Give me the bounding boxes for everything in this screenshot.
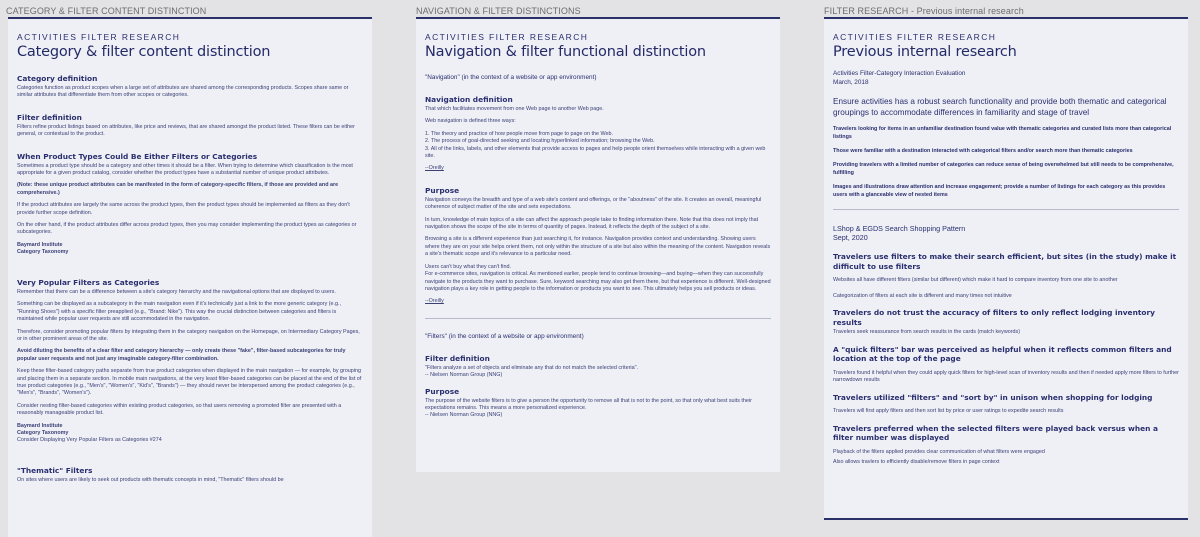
paragraph: Therefore, consider promoting popular filters by integrating them in the category navigation on the Homepage, on Intermediary Category Pages, or in other prominent areas of the site. xyxy=(17,328,360,342)
study-header xyxy=(833,224,1179,242)
definition-list xyxy=(425,131,771,161)
board-category-filter[interactable] xyxy=(8,17,372,537)
paragraph: If the product attributes are largely the same across the product types, then the product types should be implemented as filters as they don't provide further scope definition. xyxy=(17,202,350,216)
paragraph: On the other hand, if the product attributes differ across product types, then you may consider implementing the product types as categories or subcategories. xyxy=(17,222,357,236)
finding-heading: Travelers do not trust the accuracy of filters to only reflect lodging inventory results xyxy=(833,308,1155,327)
finding: Those were familiar with a destination interacted with categorical filters and/or search more than thematic categories xyxy=(833,148,1133,154)
paragraph: Something can be displayed as a subcategory in the main navigation even if it's technically just a link to the more generic category (e.g., "Running Shoes") with a specific filter preapplied (e.g., "Brand: Nike"). This way the crucial distinction between categories and filters is maintained while popular user requests are still accommodated in the navigation. xyxy=(17,301,342,323)
study-title: LShop & EGDS Search Shopping Pattern xyxy=(833,224,966,234)
board-bottom-border xyxy=(824,518,1188,520)
finding: Images and illustrations draw attention and increase engagement; provide a number of listings for each category as this provides users with a glanceable view of nested items xyxy=(833,184,1166,198)
section-heading: "Thematic" Filters xyxy=(17,465,93,475)
study-date: Sept, 2020 xyxy=(833,233,868,243)
frame-label-navigation-filter[interactable]: NAVIGATION & FILTER DISTINCTIONS xyxy=(416,6,581,16)
finding-heading: A "quick filters" bar was perceived as helpful when it reflects common filters and location at the top of the page xyxy=(833,344,1172,364)
section-heading: When Product Types Could Be Either Filters or Categories xyxy=(17,151,258,161)
kicker: ACTIVITIES FILTER RESEARCH xyxy=(425,32,589,42)
section-heading: Filter definition xyxy=(17,112,82,122)
source-text: -- Nielsen Norman Group (NNG) xyxy=(425,371,503,378)
list-item: 3. All of the links, labels, and other elements that provide access to pages and help people orient themselves while interacting with a given web site. xyxy=(425,145,766,160)
paragraph: Also allows travlers to efficiently disable/remove filters in page context xyxy=(833,459,1000,466)
study-header xyxy=(833,70,1179,87)
source-link[interactable]: --Oreilly xyxy=(425,298,444,305)
section-heading: Purpose xyxy=(425,185,460,195)
finding-heading: Travelers utilized "filters" and "sort by" in unison when shopping for lodging xyxy=(833,392,1153,402)
paragraph: Browsing a site is a different experience than just searching it, for instance. Navigation provides context and understanding. Showing users where they are on your site helps orient them, not only within the structure of a site but also within the meaning of the content. Navigation reveals a site's thematic scope and it's relevance to a particular need. xyxy=(425,236,771,258)
paragraph: Avoid diluting the benefits of a clear filter and category hierarchy — only create these "fake", filter-based subcategories for truly popular user requests and not just any imaginable category-filter combination. xyxy=(17,348,346,362)
paragraph: Categories function as product scopes when a large set of attributes are shared among the corresponding products. Scopes share same or similar attributes that differentiate them from other scopes or categories. xyxy=(17,85,349,99)
citation-title: Category Taxonomy xyxy=(17,248,69,255)
citation-title: Category Taxonomy xyxy=(17,429,69,436)
finding-heading: Travelers use filters to make their search efficient, but sites (in the study) make it difficult to use filters xyxy=(833,252,1177,271)
paragraph: Travelers seek reassurance from search results in the cards (match keywords) xyxy=(833,329,1021,336)
divider xyxy=(425,318,771,319)
citation-source: Baymard Institute xyxy=(17,422,63,429)
paragraph: Travelers will first apply filters and then sort list by price or user ratings to expedite search results xyxy=(833,408,1064,415)
context-heading: "Navigation" (in the context of a website or app environment) xyxy=(425,74,597,81)
list-item: 2. The process of goal-directed seeking and locating hyperlinked information; browsing the Web. xyxy=(425,138,655,145)
section-heading: Very Popular Filters as Categories xyxy=(17,277,160,287)
kicker: ACTIVITIES FILTER RESEARCH xyxy=(833,32,997,42)
frame-label-category-filter[interactable]: CATEGORY & FILTER CONTENT DISTINCTION xyxy=(6,6,207,16)
source-text: -- Nielsen Norman Group (NNG) xyxy=(425,411,503,418)
paragraph: Users can't buy what they can't find. For e-commerce sites, navigation is critical. As mentioned earlier, people tend to continue browsing—and buying—when they can successfully navigate to the products they want to purchase. Sure, keyword searching may also get them there, but that experience is different. Well-designed navigation plays a key role in getting people to the information or products you want to see. This ultimately helps you sell products or ideas. xyxy=(425,263,771,292)
board-navigation-filter[interactable] xyxy=(416,17,780,472)
paragraph: Websites all have different filters (similar but different) which make it hard to compare inventory from one site to another xyxy=(833,277,1118,284)
page-title: Previous internal research xyxy=(833,44,1017,60)
section-heading: Navigation definition xyxy=(425,95,513,104)
citation-source: Baymard Institute xyxy=(17,241,63,248)
section-heading: Filter definition xyxy=(425,353,490,363)
section-heading: Purpose xyxy=(425,386,460,396)
paragraph: That which facilitates movement from one Web page to another Web page. xyxy=(425,106,604,112)
page-title: Navigation & filter functional distinction xyxy=(425,44,706,60)
paragraph: Sometimes a product type should be a category and other times it should be a filter. When trying to determine which classification is the most appropriate for a given product catalog, consider whether the product types have a substantial number of unique product attributes. xyxy=(17,162,353,177)
paragraph: The purpose of the website filters is to give a person the opportunity to remove all that is not to the point, so that only what best suits their expectations remains. This means a more personalized experience. xyxy=(425,397,752,411)
source-link[interactable]: --Oreilly xyxy=(425,165,444,172)
finding: Providing travelers with a limited number of categories can reduce sense of being overwhelmed but still needs to be comprehensive, fulfilling xyxy=(833,162,1174,176)
note-paragraph: (Note: these unique product attributes can be manifested in the form of category-specific filters, if those are provided and are comprehensive.) xyxy=(17,182,339,196)
frame-label-filter-research[interactable]: FILTER RESEARCH - Previous internal research xyxy=(824,6,1024,16)
paragraph: Consider nesting filter-based categories within existing product categories, so that users removing a promoted filter are presented with a reasonably manageable product list. xyxy=(17,402,342,417)
page-title: Category & filter content distinction xyxy=(17,44,271,60)
list-item: 1. The theory and practice of how people move from page to page on the Web. xyxy=(425,130,613,137)
paragraph: On sites where users are likely to seek out products with thematic concepts in mind, "Thematic" filters should be xyxy=(17,476,284,483)
paragraph: Travelers found it helpful when they could apply quick filters for high-level scan of inventory results and then if needed apply more filters to further narrowdown results xyxy=(833,369,1179,384)
finding: Travelers looking for items in an unfamiliar destination found value with thematic categories and curated lists more than categorical listings xyxy=(833,126,1172,140)
paragraph: Navigation conveys the breadth and type of a web site's content and offerings, or the "aboutness" of the site. It creates an overall, meaningful coherence of subject matter of the site and sets expectations. xyxy=(425,196,762,211)
paragraph: In turn, knowledge of main topics of a site can affect the approach people take to finding information there. Note that this does not imply that navigation shows the scope of the site in terms of quantity of pages. Instead, it reflects the depth of the subject of a site. xyxy=(425,216,759,231)
finding-heading: Travelers preferred when the selected filters were played back versus when a filter number was displayed xyxy=(833,423,1158,443)
kicker: ACTIVITIES FILTER RESEARCH xyxy=(17,32,181,42)
paragraph: Categorization of filters at each site is different and many times not intuitive xyxy=(833,292,1012,299)
paragraph: "Filters analyze a set of objects and eliminate any that do not match the selected criteria". xyxy=(425,364,638,371)
board-filter-research[interactable] xyxy=(824,17,1188,520)
study-summary: Ensure activities has a robust search functionality and provide both thematic and categorical groupings to accommodate differences in familiarity and stage of travel xyxy=(833,97,1167,117)
study-title: Activities Filter-Category Interaction Evaluation xyxy=(833,70,966,77)
paragraph: Playback of the filters applied provides clear communication of what filters were engaged xyxy=(833,448,1045,455)
paragraph: Web navigation is defined three ways: xyxy=(425,118,516,125)
context-heading: "Filters" (in the context of a website or app environment) xyxy=(425,332,584,340)
paragraph: Keep these filter-based category paths separate from true product categories when displayed in the main navigation — for example, by grouping and placing them in a separate section. In mobile main navigations, at the very least filter-based categories can be placed at the end of the list of true product categories (e.g., "Men's", "Women's", "Kid's", "Brands") — they should never be interspersed among the product categories (e.g., "Men's", "Brands", "Women's"). xyxy=(17,368,362,397)
section-heading: Category definition xyxy=(17,74,98,83)
citation-detail: Consider Displaying Very Popular Filters as Categories #274 xyxy=(17,436,162,443)
paragraph: Filters refine product listings based on attributes, like price and reviews, that are shared amongst the product listed. These filters can be either general, or contextual to the product. xyxy=(17,123,355,138)
divider xyxy=(833,209,1179,210)
study-date: March, 2018 xyxy=(833,78,869,86)
paragraph: Remember that there can be a difference between a site's category hierarchy and the navigational options that are displayed to users. xyxy=(17,288,336,295)
